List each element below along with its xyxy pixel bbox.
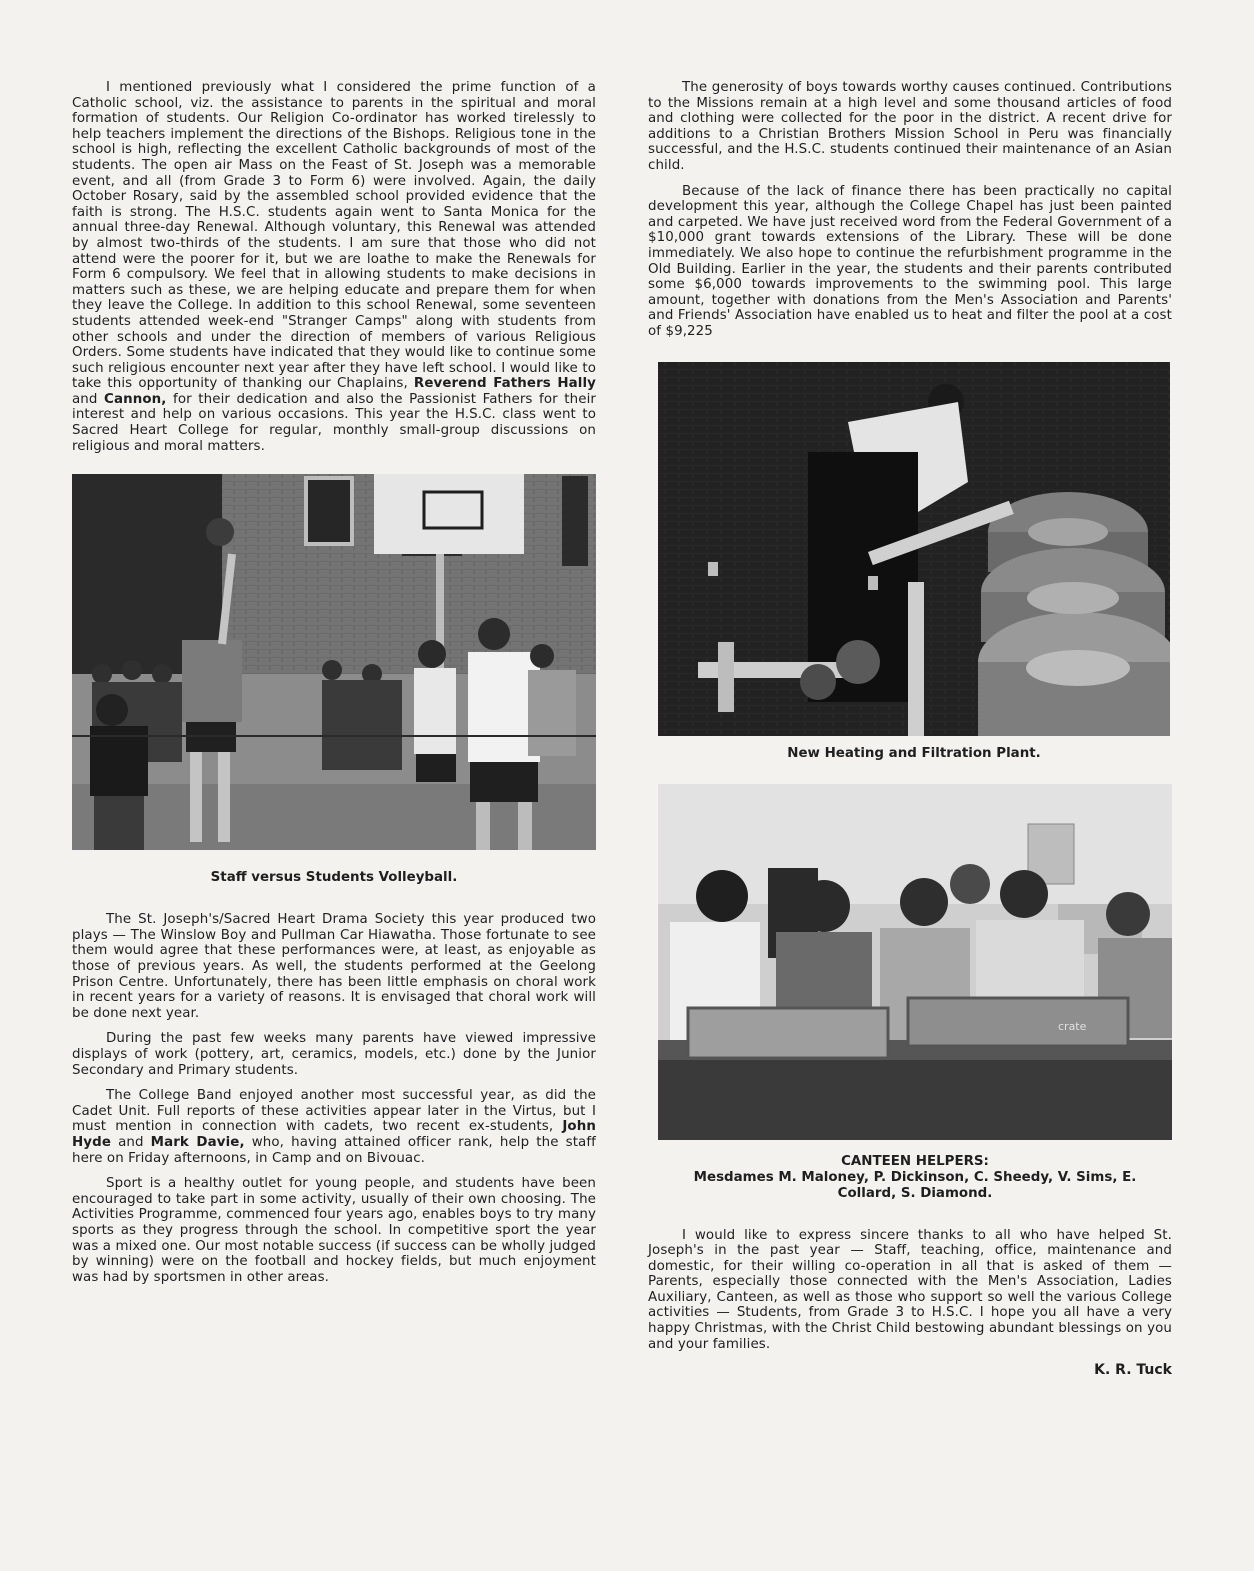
paragraph-generosity: The generosity of boys towards worthy causes continued. Contributions to the Missions remain at a high level and some thousand articles of food and clothing were collected for the poor in the district. A recent drive for additions to a Christian Brothers Mission School in Peru was financially successful, and the H.S.C. students continued their maintenance of an Asian child. — [648, 80, 1172, 173]
paragraph-sport: Sport is a healthy outlet for young people, and students have been encouraged to take part in some activity, usually of their own choosing. The Activities Programme, commenced four years ago, enables boys to try many sports as they progress through the school. In competitive sport the year was a mixed one. Our most notable success (if success can be wholly judged by winning) were on the football and hockey fields, but much enjoyment was had by sportsmen in other areas. — [72, 1176, 597, 1285]
ex-student-name-mark-davie: Mark Davie, — [150, 1134, 245, 1150]
left-column — [72, 80, 596, 1295]
text-run: and — [118, 1134, 144, 1150]
canteen-helpers-caption-names: Mesdames M. Maloney, P. Dickinson, C. Sheedy, V. Sims, E. Collard, S. Diamond. — [693, 1169, 1137, 1201]
filtration-plant-photo-image — [658, 362, 1170, 736]
volleyball-photo-image — [72, 474, 596, 850]
canteen-helpers-photo-image — [658, 784, 1172, 1140]
ex-student-name-john-hyde: John Hyde — [72, 1119, 596, 1150]
text-run: and — [72, 391, 98, 407]
paragraph-drama-society: The St. Joseph's/Sacred Heart Drama Society this year produced two plays — The Winslow Boy and Pullman Car Hiawatha. Those fortunate to see them would agree that these performances were, at least, as enjoyable as those of previous years. As well, the students performed at the Geelong Prison Centre. Unfortunately, there has been little emphasis on choral work in recent years for a variety of reasons. It is envisaged that choral work will be done next year. — [72, 912, 596, 1021]
canteen-helpers-caption-title: CANTEEN HELPERS: — [841, 1153, 989, 1169]
author-signature: K. R. Tuck — [1094, 1362, 1172, 1379]
paragraph-band-cadets — [72, 1088, 596, 1166]
volleyball-photo-caption: Staff versus Students Volleyball. — [210, 870, 458, 886]
crate-label: crate — [1058, 1019, 1087, 1033]
canteen-helpers-caption — [658, 1154, 1172, 1202]
volleyball-photo — [72, 474, 596, 850]
text-run: The College Band enjoyed another most successful year, as did the Cadet Unit. Full reports of these activities appear later in the Virtus, but I must mention in connection with cadets, two recent ex-students, — [72, 1088, 596, 1135]
text-run: for their dedication and also the Passionist Fathers for their interest and help on various occasions. This year the H.S.C. class went to Sacred Heart College for regular, monthly small-group discussions on religious and moral matters. — [72, 391, 596, 454]
canteen-helpers-photo — [658, 784, 1172, 1140]
text-run: who, having attained officer rank, help the staff here on Friday afternoons, in Camp and on Bivouac. — [72, 1134, 596, 1166]
chaplain-name-cannon: Cannon, — [104, 391, 167, 407]
paragraph-thanks: I would like to express sincere thanks to all who have helped St. Joseph's in the past year — Staff, teaching, office, maintenance and domestic, for their willing co-operation in all that is asked of them — Parents, especially those connected with the Men's Association, Ladies Auxiliary, Canteen, as well as those who support so well the various College activities — Students, from Grade 3 to H.S.C. I hope you all have a very happy Christmas, with the Christ Child bestowing abundant blessings on you and your families. — [648, 1227, 1172, 1352]
right-column — [648, 80, 1172, 1378]
filtration-plant-caption: New Heating and Filtration Plant. — [787, 745, 1041, 761]
text-run: I mentioned previously what I considered the prime function of a Catholic school, viz. the assistance to parents in the spiritual and moral formation of students. Our Religion Co-ordinator has worked tirelessly to help teachers implement the directions of the Bishops. Religious tone in the school is high, reflecting the excellent Catholic backgrounds of most of the students. The open air Mass on the Feast of St. Joseph was a memorable event, and all (from Grade 3 to Form 6) were involved. Again, the daily October Rosary, said by the assembled school provided evidence that the faith is strong. The H.S.C. students again went to Santa Monica for the annual three-day Renewal. Although voluntary, this Renewal was attended by almost two-thirds of the students. I am sure that those who did not attend were the poorer for it, but we are loathe to make the Renewals for Form 6 compulsory. We feel that in allowing students to make decisions in matters such as these, we are helping educate and prepare them for when they leave the College. In addition to this school Renewal, some seventeen students attended week-end "Stranger Camps" along with students from other schools and under the direction of members of various Religious Orders. Some students have indicated that they would like to continue some such religious encounter next year after they have left school. I would like to take this opportunity of thanking our Chaplains, — [72, 80, 596, 392]
paragraph-displays: During the past few weeks many parents have viewed impressive displays of work (pottery, art, ceramics, models, etc.) done by the Junior Secondary and Primary students. — [72, 1031, 596, 1078]
filtration-plant-photo — [658, 362, 1170, 736]
paragraph-religious-formation — [72, 80, 596, 454]
chaplain-names: Reverend Fathers Hally — [413, 376, 596, 392]
paragraph-capital-development: Because of the lack of finance there has been practically no capital development this year, although the College Chapel has just been painted and carpeted. We have just received word from the Federal Government of a $10,000 grant towards extensions of the Library. These will be done immediately. We also hope to continue the refurbishment programme in the Old Building. Earlier in the year, the students and their parents contributed some $6,000 towards improvements to the swimming pool. This large amount, together with donations from the Men's Association and Parents' and Friends' Association have enabled us to heat and filter the pool at a cost of $9,225 — [648, 183, 1172, 339]
